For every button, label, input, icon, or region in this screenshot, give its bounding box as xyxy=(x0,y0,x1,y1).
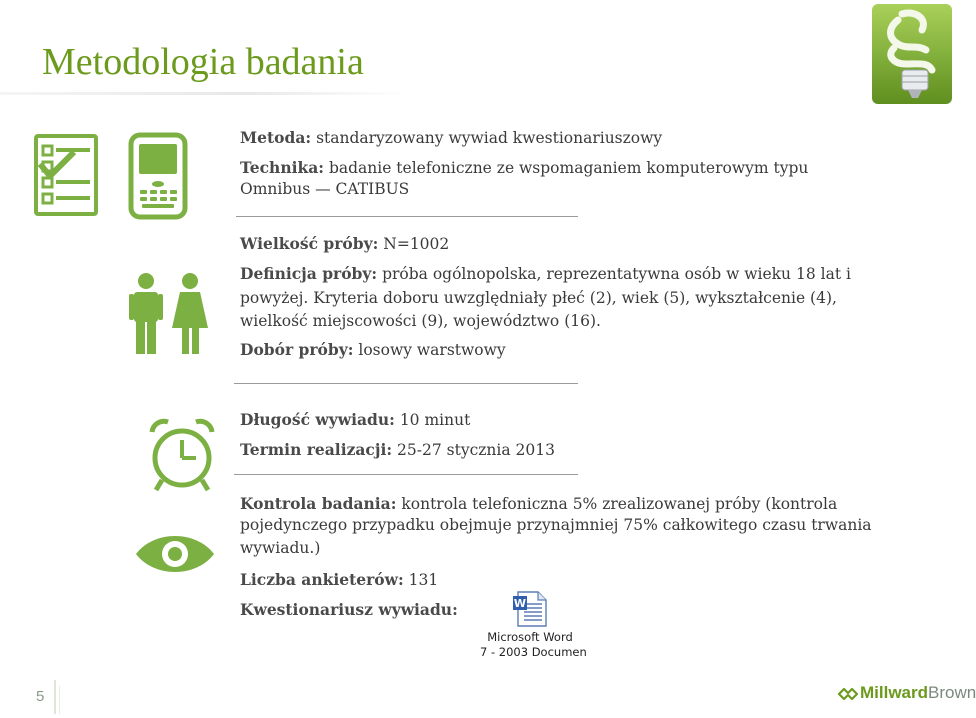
technika-label: Technika: xyxy=(240,158,324,177)
kwestionariusz-label: Kwestionariusz wywiadu: xyxy=(240,600,458,619)
dlugosc-label: Długość wywiadu: xyxy=(240,410,395,429)
separator-3 xyxy=(234,474,578,475)
kontrola-line-2: pojedynczego przypadku obejmuje przynajmniej 75% całkowitego czasu trwania xyxy=(240,516,872,534)
kontrola-value: kontrola telefoniczna 5% zrealizowanej próby (kontrola xyxy=(401,495,838,513)
phone-icon xyxy=(128,132,188,224)
wielkosc-line xyxy=(240,234,449,253)
wielkosc-value: N=1002 xyxy=(383,235,450,253)
liczba-label: Liczba ankieterów: xyxy=(240,570,404,589)
page-title: Metodologia badania xyxy=(42,41,364,83)
metoda-label: Metoda: xyxy=(240,128,312,147)
technika-line-2: Omnibus — CATIBUS xyxy=(240,180,410,198)
liczba-line xyxy=(240,570,438,589)
word-caption-line-1: Microsoft Word xyxy=(487,630,573,644)
dlugosc-value: 10 minut xyxy=(399,411,471,429)
separator-1 xyxy=(236,216,578,217)
svg-text:W: W xyxy=(513,597,527,610)
title-underline xyxy=(0,92,410,95)
kontrola-label: Kontrola badania: xyxy=(240,494,397,513)
brand-part-2: Brown xyxy=(928,683,976,702)
millwardbrown-logo-icon xyxy=(838,686,858,706)
lightbulb-icon xyxy=(872,4,952,112)
footer-divider xyxy=(54,680,56,714)
word-caption-line-2: 7 - 2003 Documen xyxy=(480,645,587,659)
termin-line xyxy=(240,440,555,459)
liczba-value: 131 xyxy=(408,571,439,589)
definicja-line-3: wielkość miejscowości (9), województwo (16). xyxy=(240,312,601,330)
brand-part-1: Millward xyxy=(860,683,929,702)
kwestionariusz-line xyxy=(240,600,458,619)
definicja-line xyxy=(240,264,851,283)
technika-line xyxy=(240,158,808,177)
word-document-caption[interactable] xyxy=(480,630,587,660)
brand-name xyxy=(860,683,976,703)
eye-icon xyxy=(134,530,216,582)
definicja-line-2: powyżej. Kryteria doboru uwzględniały płeć (2), wiek (5), wykształcenie (4), xyxy=(240,289,837,307)
metoda-value: standaryzowany wywiad kwestionariuszowy xyxy=(316,129,663,147)
dobor-line xyxy=(240,340,506,359)
separator-2 xyxy=(234,383,578,384)
people-icon xyxy=(128,272,212,360)
word-document-icon[interactable] xyxy=(512,591,548,631)
footer-divider-2 xyxy=(59,686,60,714)
definicja-value: próba ogólnopolska, reprezentatywna osób w wieku 18 lat i xyxy=(382,265,851,283)
kontrola-line xyxy=(240,494,837,513)
page-number: 5 xyxy=(36,688,45,705)
technika-value: badanie telefoniczne ze wspomaganiem komputerowym typu xyxy=(328,159,809,177)
dobor-value: losowy warstwowy xyxy=(358,341,506,359)
termin-value: 25-27 stycznia 2013 xyxy=(397,441,555,459)
alarm-clock-icon xyxy=(148,418,216,498)
dlugosc-line xyxy=(240,410,470,429)
wielkosc-label: Wielkość próby: xyxy=(240,234,379,253)
dobor-label: Dobór próby: xyxy=(240,340,354,359)
definicja-label: Definicja próby: xyxy=(240,264,378,283)
metoda-line xyxy=(240,128,662,147)
termin-label: Termin realizacji: xyxy=(240,440,393,459)
kontrola-line-3: wywiadu.) xyxy=(240,539,321,557)
checklist-icon xyxy=(34,134,100,222)
